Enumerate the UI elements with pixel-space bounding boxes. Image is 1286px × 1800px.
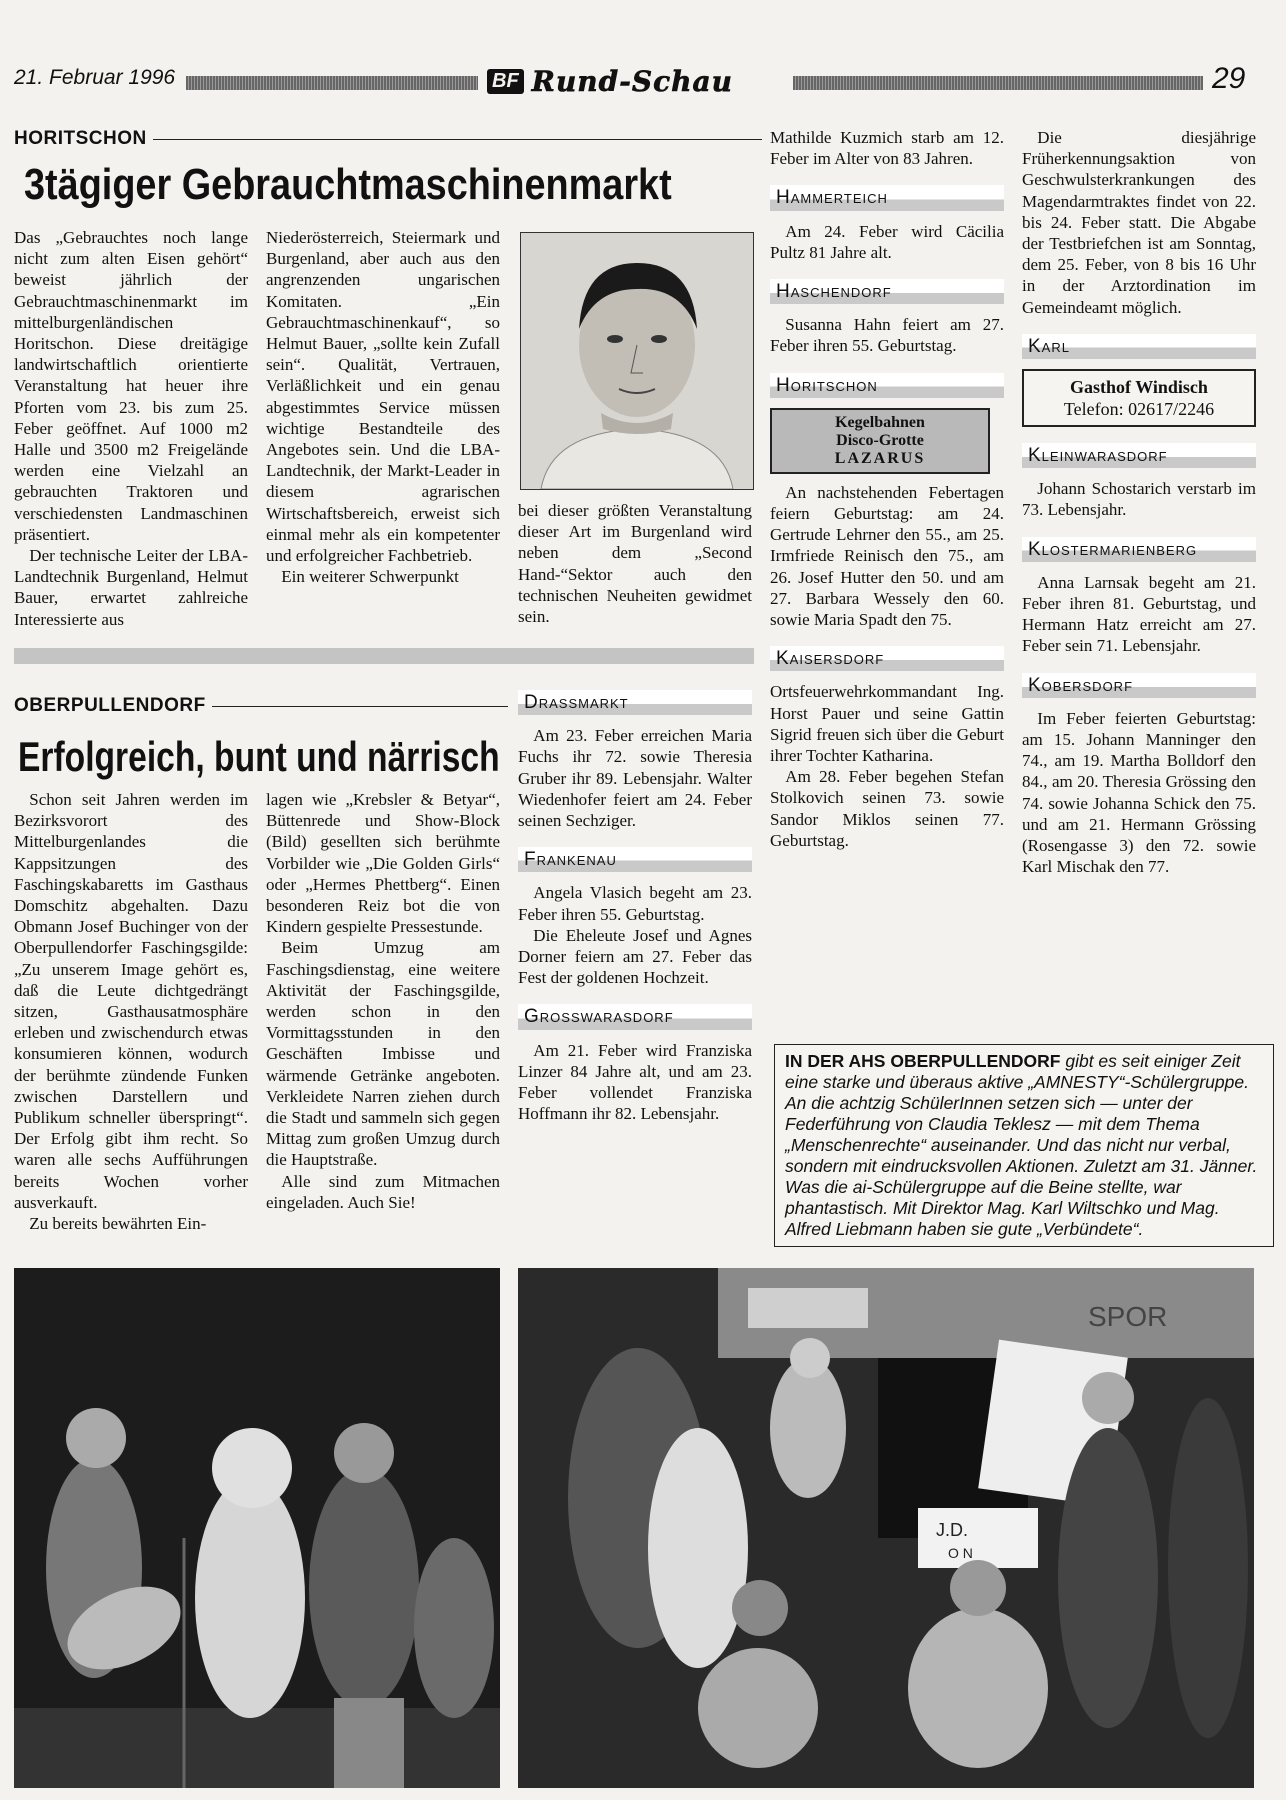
kicker-rule: [153, 139, 762, 140]
section-head-klostermarienberg: Klostermarienberg: [1022, 537, 1256, 562]
gasthof-ad: [1022, 369, 1256, 427]
paragraph: Alle sind zum Mitmachen eingeladen. Auch Sie!: [266, 1171, 500, 1212]
poster-text: J.D.: [936, 1520, 969, 1540]
paragraph: Im Feber feierten Geburtstag: am 15. Johann Manninger den 74., am 19. Martha Bolldorf den 84., am 20. Theresia Grössing den 74. sowie Johanna Schick den 75. und am 21. Hermann Grössing (Rosengasse 3) den 72. sowie Karl Mischak den 77.: [1022, 708, 1256, 877]
section-head-karl: Karl: [1022, 334, 1256, 359]
paragraph: Zu bereits bewährten Ein-: [29, 1214, 207, 1234]
section-head-kaisersdorf: Kaisersdorf: [770, 646, 1004, 671]
section-head-kleinwarasdorf: Kleinwarasdorf: [1022, 443, 1256, 468]
ad-line: Disco-Grotte: [836, 431, 924, 449]
paragraph: Angela Vlasich begeht am 23. Feber ihren 55. Geburtstag.: [518, 883, 752, 924]
local-news-col2b: [518, 690, 752, 1124]
article2-col1: [14, 789, 248, 1234]
portrait-illustration: [521, 233, 753, 489]
paragraph: Am 23. Feber erreichen Maria Fuchs ihr 72. sowie Theresia Gruber ihr 89. Lebensjahr. Walter Wiedenhofer feiert am 24. Feber seinen Sechziger.: [518, 726, 752, 831]
masthead-logo: [487, 66, 791, 96]
kegelbahnen-ad: [770, 408, 990, 474]
header-rule-right: [793, 76, 1203, 90]
paragraph: Beim Umzug am Faschingsdienstag, eine weitere Aktivität der Faschingsgilde, werden schon in den Vormittagsstunden in den Geschäften Imbisse und wärmende Getränke angeboten. Verkleidete Narren ziehen durch die Stadt und sammeln sich gegen Mittag zum großen Umzug durch die Hauptstraße.: [266, 938, 500, 1170]
paragraph: lagen wie „Krebsler & Betyar“, Büttenrede und Show-Block (Bild) gesellten sich berühmte Vorbilder wie „Die Golden Girls“ oder „Hermes Phettberg“. Einen besonderen Reiz bot die von Kindern gespielte Pressestunde.: [266, 790, 500, 937]
section-head-haschendorf: Haschendorf: [770, 279, 1004, 304]
paragraph: Der technische Leiter der LBA-Landtechnik Burgenland, Helmut Bauer, erwartet zahlreiche Interessierte aus: [14, 546, 248, 629]
article1-headline: 3tägiger Gebrauchtmaschinenmarkt: [24, 160, 672, 209]
amnesty-group-photo: [518, 1268, 1254, 1788]
section-head-hammerteich: Hammerteich: [770, 185, 1004, 210]
paragraph: Die Eheleute Josef und Agnes Dorner feiern am 27. Feber das Fest der goldenen Hochzeit.: [518, 925, 752, 988]
carnival-stage-illustration: [14, 1268, 500, 1788]
ahs-amnesty-box: [774, 1044, 1274, 1247]
wall-text: SPOR: [1088, 1301, 1168, 1332]
ad-line: Kegelbahnen: [835, 413, 925, 431]
amnesty-group-illustration: [518, 1268, 1254, 1788]
kicker-label: HORITSCHON: [14, 128, 147, 149]
poster-text-2: O N: [948, 1545, 973, 1561]
local-news-col3-top: [770, 127, 1004, 851]
article1-col1: [14, 227, 248, 630]
paragraph: Am 24. Feber wird Cäcilia Pultz 81 Jahre alt.: [770, 221, 1004, 262]
paragraph: Anna Larnsak begeht am 21. Feber ihren 81. Geburtstag, und Hermann Hatz erreicht am 27. Feber sein 71. Lebensjahr.: [1022, 572, 1256, 656]
ahs-text: gibt es seit einiger Zeit eine starke und überaus aktive „AMNESTY“-Schülergruppe. An die achtzig SchülerInnen setzen sich — unter der Federführung von Claudia Teklesz — mit dem Thema „Menschenrechte“ auseinander. Und das nicht nur verbal, sondern mit eindrucksvollen Aktionen. Zuletzt am 31. Jänner. Was die ai-Schülergruppe auf die Beine stellte, war phantastisch. Mit Direktor Mag. Karl Wiltschko und Mag. Alfred Liebmann haben sie gute „Verbündete“.: [785, 1051, 1258, 1239]
local-news-col4: [1022, 127, 1256, 877]
paragraph: Am 28. Feber begehen Stefan Stolkovich seinen 73. sowie Sandor Miklos seinen 77. Geburtstag.: [770, 767, 1004, 850]
logo-title: Rund-Schau: [531, 64, 733, 98]
kicker-rule: [212, 706, 508, 707]
ad-line: Telefon: 02617/2246: [1063, 399, 1215, 420]
article2-col2: [266, 789, 500, 1213]
issue-date: 21. Februar 1996: [14, 66, 176, 89]
section-head-frankenau: Frankenau: [518, 847, 752, 872]
paragraph: Mathilde Kuzmich starb am 12. Feber im Alter von 83 Jahren.: [770, 128, 1004, 169]
paragraph: Niederösterreich, Steiermark und Burgenland, aber auch aus den angrenzenden ungarischen Komitaten. „Ein Gebrauchtmaschinenkauf“, so Helmut Bauer, „sollte kein Zufall sein“. Qualität, Vertrauen, Verläßlichkeit und ein genau abgestimmtes Service müssen wichtige Bestandteile des Angebotes sein. Und die LBA-Landtechnik, der Markt-Leader in diesem agrarischen Wirtschaftsbereich, erweist sich einmal mehr als ein kompetenter und erfolgreicher Fachbetrieb.: [266, 228, 500, 566]
section-separator: [14, 648, 754, 664]
section-head-kobersdorf: Kobersdorf: [1022, 673, 1256, 698]
logo-bf: BF: [487, 69, 524, 94]
ahs-lead: IN DER AHS OBERPULLENDORF: [785, 1051, 1061, 1071]
paragraph: Am 21. Feber wird Franziska Linzer 84 Jahre alt, und am 23. Feber vollendet Franziska Hoffmann ihr 82. Lebensjahr.: [518, 1040, 752, 1124]
ad-line: LAZARUS: [834, 449, 926, 467]
paragraph: An nachstehenden Febertagen feiern Geburtstag: am 24. Gertrude Lehrner den 55., am 25. Irmfriede Reinisch den 75., am 26. Josef Hutter den 50. und am 27. Barbara Wessely den 60. sowie Maria Spadt den 75.: [770, 482, 1004, 630]
kicker-label: OBERPULLENDORF: [14, 695, 206, 716]
article1-col2: [266, 227, 500, 587]
article2-headline: Erfolgreich, bunt und närrisch: [18, 733, 500, 780]
section-head-grosswarasdorf: Grosswarasdorf: [518, 1004, 752, 1029]
section-head-horitschon: Horitschon: [770, 373, 1004, 398]
portrait-photo: [520, 232, 754, 490]
ad-line: Gasthof Windisch: [1070, 377, 1208, 398]
article2-kicker: [14, 695, 508, 717]
paragraph: bei dieser größten Veranstaltung dieser Art im Burgenland wird neben dem „Second Hand-“Sektor auch den technischen Neuheiten gewidmet sein.: [518, 501, 752, 627]
section-head-drassmarkt: Drassmarkt: [518, 690, 752, 715]
paragraph: Das „Gebrauchtes noch lange nicht zum alten Eisen gehört“ beweist jährlich der Gebrauchtmaschinenmarkt im mittelburgenländischen Horitschon. Diese dreitägige landwirtschaftlich orientierte Veranstaltung hat heuer ihre Pforten vom 23. bis zum 25. Feber geöffnet. Auf 1000 m2 Halle und 3500 m2 Freigelände werden eine Vielzahl an gebrauchten Traktoren und verschiedensten Landmaschinen präsentiert.: [14, 228, 248, 544]
header-rule-left: [186, 76, 478, 90]
article1-kicker: [14, 128, 762, 150]
paragraph: Ortsfeuerwehrkommandant Ing. Horst Pauer und seine Gattin Sigrid freuen sich über die Geburt ihrer Tochter Katharina.: [770, 682, 1004, 766]
paragraph: Die diesjährige Früherkennungsaktion von Geschwulsterkrankungen des Magendarmtraktes findet von 22. bis 24. Feber statt. Die Abgabe der Testbriefchen ist am Sonntag, dem 25. Feber, von 8 bis 16 Uhr in der Arztordination im Gemeindeamt möglich.: [1022, 128, 1256, 317]
paragraph: Ein weiterer Schwerpunkt: [281, 567, 459, 587]
carnival-stage-photo: [14, 1268, 500, 1788]
page-number: 29: [1212, 62, 1246, 95]
paragraph: Johann Schostarich verstarb im 73. Lebensjahr.: [1022, 479, 1256, 520]
paragraph: Schon seit Jahren werden im Bezirksvorort des Mittelburgenlandes die Kappsitzungen des Faschingskabaretts im Gasthaus Domschitz abgehalten. Dazu Obmann Josef Buchinger von der Oberpullendorfer Faschingsgilde: „Zu unserem Image gehört es, daß die Leute dichtgedrängt sitzen, Gasthausatmosphäre erleben und zwischendurch etwas konsumieren können, wodurch der berühmte zündende Funken zwischen Darstellern und Publikum schneller überspringt“. Der Erfolg gibt ihm recht. So waren alle sechs Aufführungen bereits Wochen vorher ausverkauft.: [14, 790, 248, 1212]
article1-col3: [518, 500, 752, 627]
paragraph: Susanna Hahn feiert am 27. Feber ihren 55. Geburtstag.: [770, 315, 1004, 356]
